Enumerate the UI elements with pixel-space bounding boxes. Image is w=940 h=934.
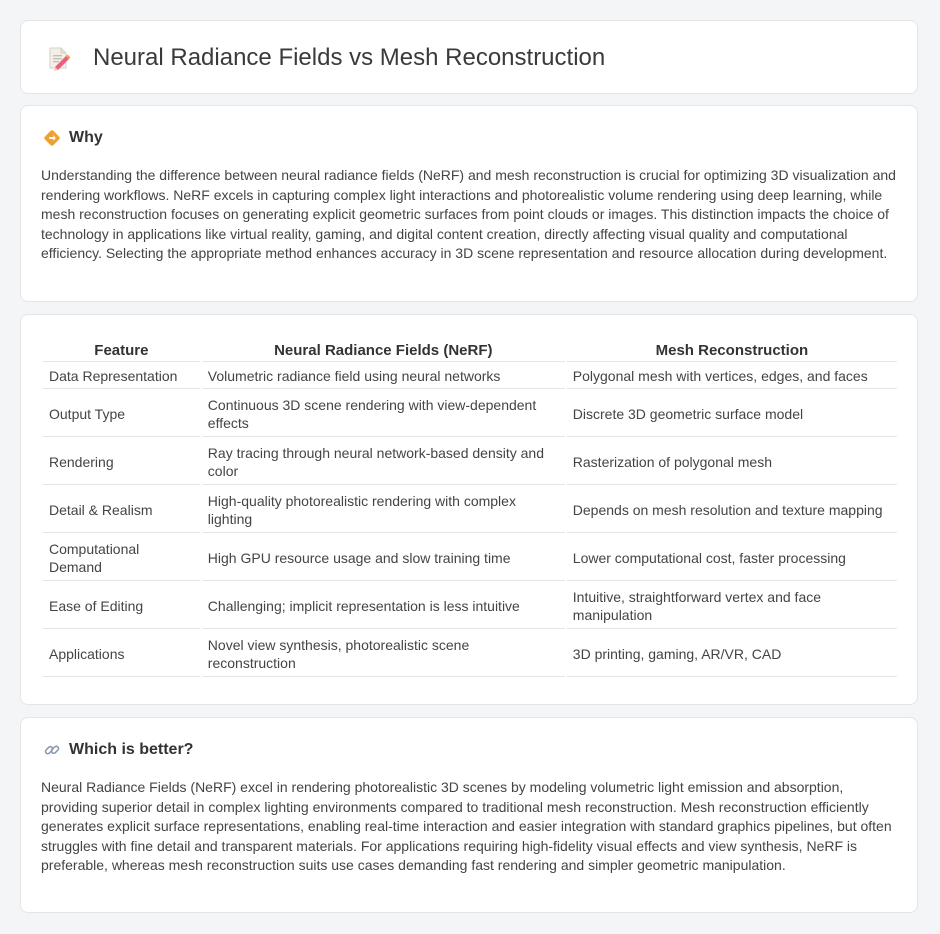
why-section xyxy=(20,105,918,302)
mesh-cell: Intuitive, straightforward vertex and face manipulation xyxy=(567,583,897,629)
feature-cell: Data Representation xyxy=(43,364,200,389)
table-row xyxy=(43,535,897,581)
nerf-cell: Continuous 3D scene rendering with view-dependent effects xyxy=(202,391,565,437)
table-row xyxy=(43,487,897,533)
nerf-cell: High-quality photorealistic rendering with complex lighting xyxy=(202,487,565,533)
table-row xyxy=(43,583,897,629)
feature-cell: Computational Demand xyxy=(43,535,200,581)
why-heading: Why xyxy=(69,129,103,146)
feature-cell: Rendering xyxy=(43,439,200,485)
header-nerf: Neural Radiance Fields (NeRF) xyxy=(202,337,565,362)
mesh-cell: Lower computational cost, faster processing xyxy=(567,535,897,581)
table-row xyxy=(43,364,897,389)
nerf-cell: Novel view synthesis, photorealistic scene reconstruction xyxy=(202,631,565,677)
comparison-table-card xyxy=(20,314,918,705)
better-text: Neural Radiance Fields (NeRF) excel in rendering photorealistic 3D scenes by modeling volumetric light emission and absorption, providing superior detail in complex lighting environments compared to traditional mesh reconstruction. Mesh reconstruction efficiently generates explicit surface representations, enabling real-time interaction and easier integration with standard graphics pipelines, but often struggles with fine detail and transparent materials. For applications requiring high-fidelity visual effects and view synthesis, NeRF is preferable, whereas mesh reconstruction suits use cases demanding fast rendering and simpler geometric manipulation. xyxy=(41,779,892,873)
why-text: Understanding the difference between neural radiance fields (NeRF) and mesh reconstruction is crucial for optimizing 3D visualization and rendering workflows. NeRF excels in capturing complex light interactions and photorealistic volume rendering using deep learning, while mesh reconstruction focuses on generating explicit geometric surfaces from point clouds or images. This distinction impacts the choice of technology in applications like virtual reality, gaming, and digital content creation, directly affecting visual quality and computational efficiency. Selecting the appropriate method enhances accuracy in 3D scene representation and resource allocation during development. xyxy=(41,167,896,261)
mesh-cell: Discrete 3D geometric surface model xyxy=(567,391,897,437)
nerf-cell: Challenging; implicit representation is less intuitive xyxy=(202,583,565,629)
table-row xyxy=(43,391,897,437)
feature-cell: Output Type xyxy=(43,391,200,437)
table-row xyxy=(43,631,897,677)
nerf-cell: Ray tracing through neural network-based density and color xyxy=(202,439,565,485)
page-title: Neural Radiance Fields vs Mesh Reconstruction xyxy=(93,44,606,71)
title-card xyxy=(20,20,918,94)
which-is-better-section xyxy=(20,717,918,913)
better-heading-row xyxy=(43,740,193,760)
mesh-cell: Rasterization of polygonal mesh xyxy=(567,439,897,485)
table-header-row xyxy=(43,337,897,362)
nerf-cell: Volumetric radiance field using neural networks xyxy=(202,364,565,389)
mesh-cell: Polygonal mesh with vertices, edges, and faces xyxy=(567,364,897,389)
why-heading-row xyxy=(43,128,103,148)
document-edit-icon xyxy=(45,45,71,71)
link-icon xyxy=(43,741,61,759)
header-mesh: Mesh Reconstruction xyxy=(567,337,897,362)
feature-cell: Detail & Realism xyxy=(43,487,200,533)
mesh-cell: Depends on mesh resolution and texture mapping xyxy=(567,487,897,533)
nerf-cell: High GPU resource usage and slow training time xyxy=(202,535,565,581)
comparison-table xyxy=(41,335,899,679)
feature-cell: Applications xyxy=(43,631,200,677)
header-feature: Feature xyxy=(43,337,200,362)
table-row xyxy=(43,439,897,485)
feature-cell: Ease of Editing xyxy=(43,583,200,629)
mesh-cell: 3D printing, gaming, AR/VR, CAD xyxy=(567,631,897,677)
better-heading: Which is better? xyxy=(69,741,194,758)
diamond-sign-icon xyxy=(43,129,61,147)
